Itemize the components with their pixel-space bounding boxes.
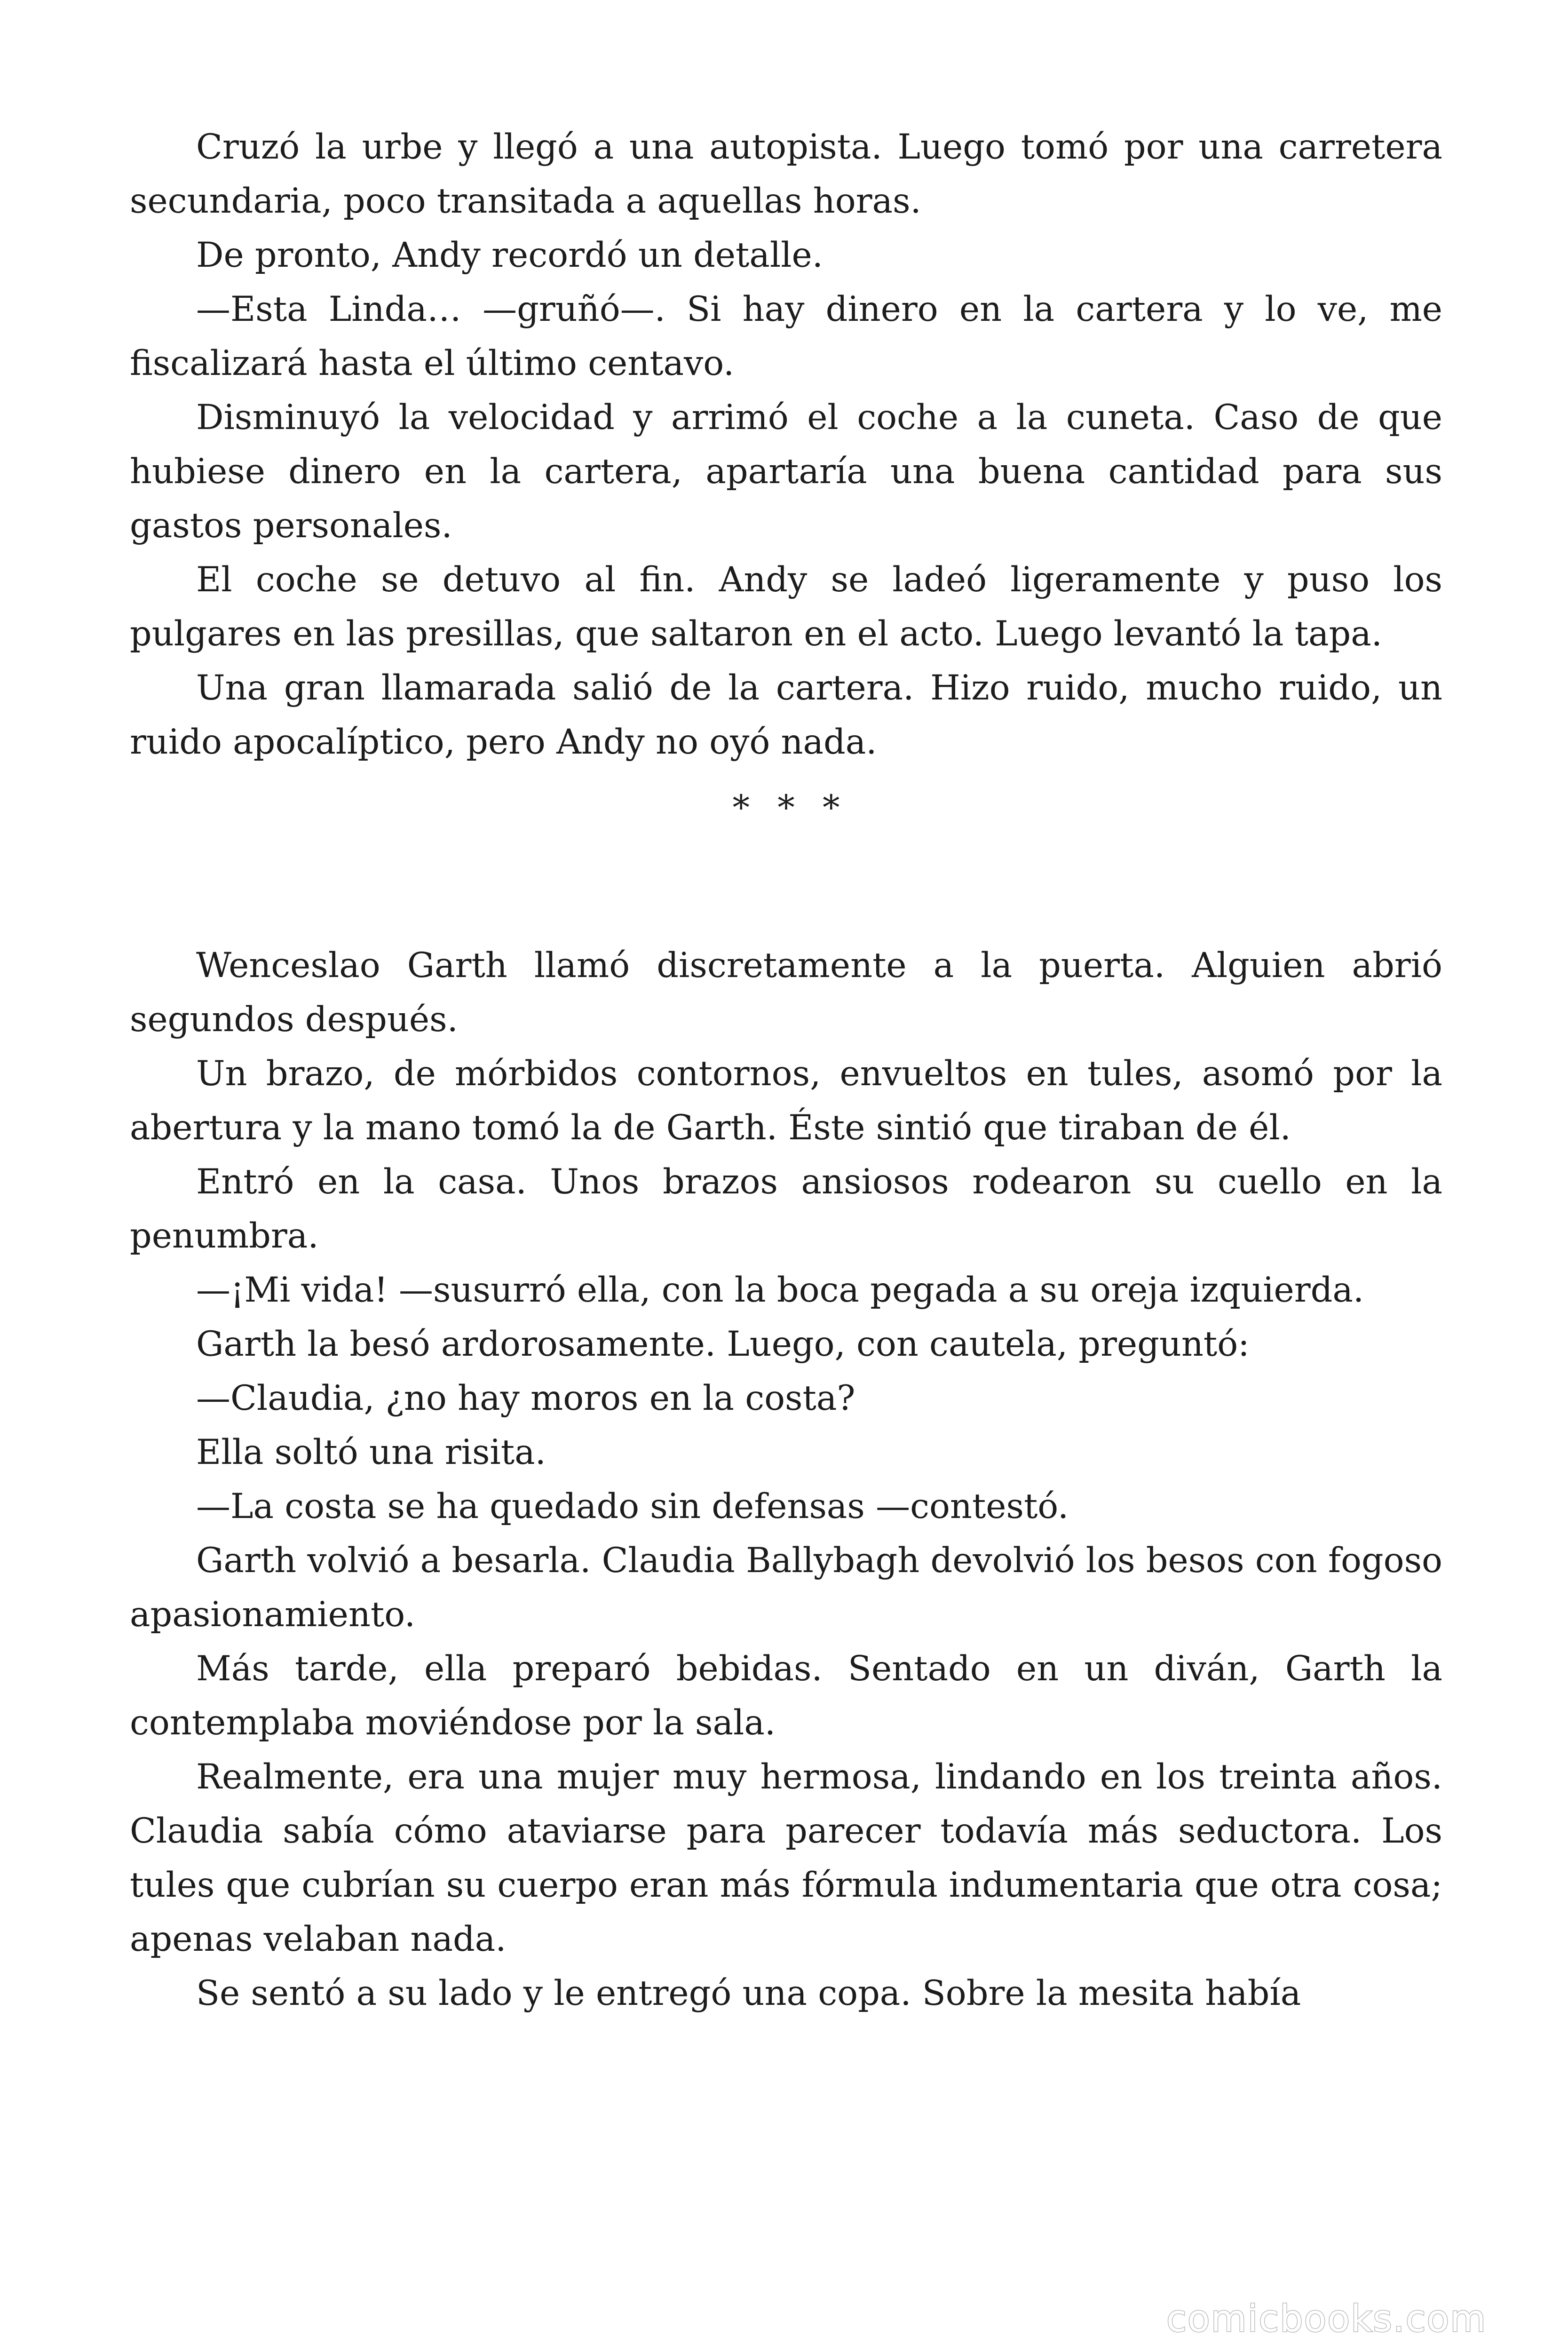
paragraph: —La costa se ha quedado sin defensas —contestó. bbox=[196, 1486, 1069, 1526]
paragraph: —Esta Linda… —gruñó—. Si hay dinero en la cartera y lo ve, me fiscalizará hasta el último centavo. bbox=[130, 289, 1442, 383]
paragraph: Más tarde, ella preparó bebidas. Sentado en un diván, Garth la contemplaba moviéndose por la sala. bbox=[130, 1649, 1442, 1743]
paragraph: Cruzó la urbe y llegó a una autopista. Luego tomó por una carretera secundaria, poco transitada a aquellas horas. bbox=[130, 127, 1442, 221]
paragraph: Entró en la casa. Unos brazos ansiosos rodearon su cuello en la penumbra. bbox=[130, 1162, 1442, 1256]
page-body bbox=[130, 120, 1442, 2020]
scene-break: * * * bbox=[732, 788, 848, 828]
paragraph: Un brazo, de mórbidos contornos, envueltos en tules, asomó por la abertura y la mano tomó la de Garth. Éste sintió que tiraban de él. bbox=[130, 1054, 1442, 1148]
paragraph: Disminuyó la velocidad y arrimó el coche a la cuneta. Caso de que hubiese dinero en la cartera, apartaría una buena cantidad para sus gastos personales. bbox=[130, 397, 1442, 546]
paragraph: —¡Mi vida! —susurró ella, con la boca pegada a su oreja izquierda. bbox=[196, 1270, 1364, 1310]
paragraph: Se sentó a su lado y le entregó una copa. Sobre la mesita había bbox=[196, 1973, 1301, 2013]
paragraph: El coche se detuvo al fin. Andy se ladeó ligeramente y puso los pulgares en las presillas, que saltaron en el acto. Luego levantó la tapa. bbox=[130, 560, 1442, 654]
watermark: comicbooks.com bbox=[1166, 2298, 1487, 2340]
paragraph: Ella soltó una risita. bbox=[196, 1432, 546, 1472]
paragraph: —Claudia, ¿no hay moros en la costa? bbox=[196, 1378, 855, 1418]
paragraph: Garth volvió a besarla. Claudia Ballybagh devolvió los besos con fogoso apasionamiento. bbox=[130, 1541, 1442, 1635]
paragraph: Wenceslao Garth llamó discretamente a la puerta. Alguien abrió segundos después. bbox=[130, 946, 1442, 1040]
paragraph: Una gran llamarada salió de la cartera. Hizo ruido, mucho ruido, un ruido apocalíptico, pero Andy no oyó nada. bbox=[130, 668, 1442, 762]
paragraph: Garth la besó ardorosamente. Luego, con cautela, preguntó: bbox=[196, 1324, 1250, 1364]
paragraph: Realmente, era una mujer muy hermosa, lindando en los treinta años. Claudia sabía cómo ataviarse para parecer todavía más seductora. Los tules que cubrían su cuerpo eran más fórmula indumentaria que otra cosa; apenas velaban nada. bbox=[130, 1757, 1442, 1959]
paragraph: De pronto, Andy recordó un detalle. bbox=[196, 235, 823, 275]
